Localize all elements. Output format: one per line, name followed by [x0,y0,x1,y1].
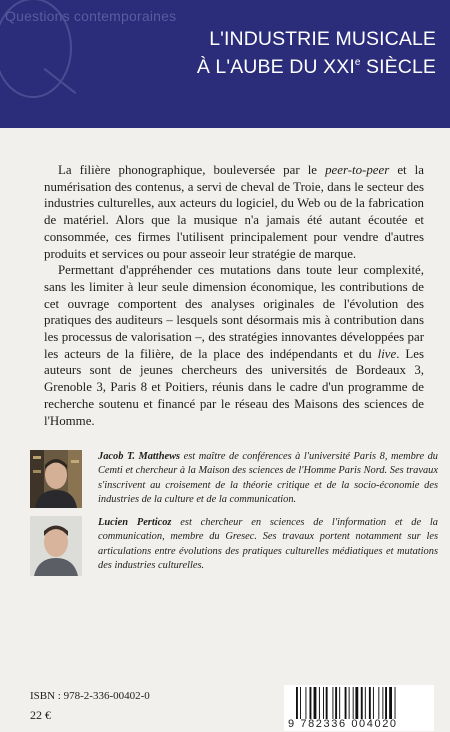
summary-paragraph-1: La filière phonographique, bouleversée par le peer-to-peer et la numérisation des contenus, a servi de cheval de Troie, dans le secteur des industries culturelles, aux acteurs du logiciel, du Web ou de la fabrication de matériel. Alors que la musique n'a jamais été autant écoutée et consommée, ces firmes l'utilisent principalement pour vendre d'autres produits et services ou pour asseoir leur stratégie de marque. [44,163,424,261]
book-title-line-2 [197,51,436,79]
author-block-1 [30,450,438,520]
series-name: Questions contemporaines [5,8,177,24]
barcode-bars-icon [284,687,434,719]
author-name: Jacob T. Matthews [98,451,181,462]
author-bio-perticoz: Lucien Perticoz est chercheur en sciences de l'information et de la communication, membre du Gresec. Ses travaux portent notamment sur les articulations entre évolutions des pratiques culturelles médiatiques et mutations des industries culturelles. [98,517,438,572]
cover-header [0,0,450,128]
isbn: ISBN : 978-2-336-00402-0 [30,690,150,702]
barcode [284,685,434,731]
book-title [197,28,436,79]
author-name: Lucien Perticoz [98,517,172,528]
summary-paragraph-2: Permettant d'appréhender ces mutations dans toute leur complexité, sans les limiter à leur seule dimension économique, les contributions de cet ouvrage comportent des analyses originales de l'évolution des pratiques des auditeurs – lesquels sont désormais mis à contribution dans les processus de valorisation –, des stratégies innovantes développées par les acteurs de la filière, de la place des indépendants et du live. Les auteurs sont de jeunes chercheurs des universités de Bordeaux 3, Grenoble 3, Paris 8 et Poitiers, réunis dans le cadre d'un programme de recherche soutenu et financé par le réseau des Maisons des sciences de l'Homme. [44,263,424,428]
author-photo-matthews [30,450,82,508]
barcode-number: 9 782336 004020 [288,718,398,730]
author-bio-matthews: Jacob T. Matthews est maître de conférences à l'université Paris 8, membre du Cemti et chercheur à la Maison des sciences de l'Homme Paris Nord. Ses travaux s'inscrivent au croisement de la théorie critique et de la socio-économie des industries de la culture et de la communication. [98,451,438,506]
book-title-line-2-main: À L'AUBE DU XXI [196,56,355,78]
price: 22 € [30,708,51,722]
book-title-superscript: e [354,57,361,68]
back-cover-summary [44,162,424,429]
author-block-2 [30,516,438,586]
book-title-line-2-end: SIÈCLE [360,56,436,78]
book-title-line-1: L'INDUSTRIE MUSICALE [209,28,436,50]
author-photo-perticoz [30,516,82,576]
